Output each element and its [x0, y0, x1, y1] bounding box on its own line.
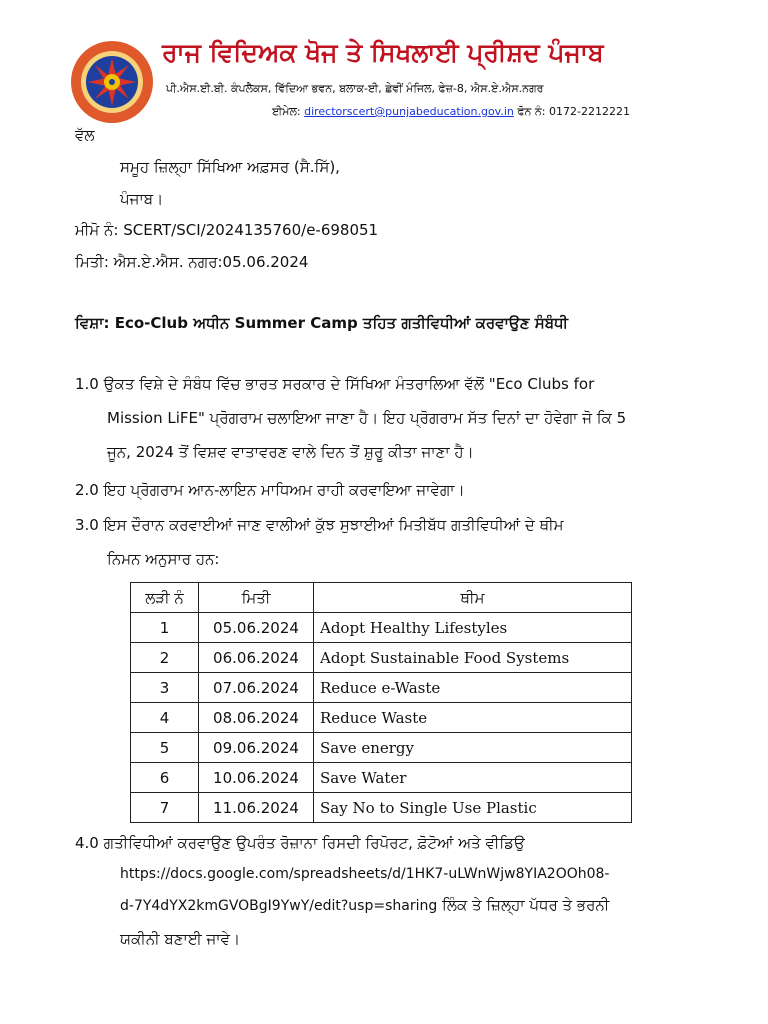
cell-theme: Adopt Sustainable Food Systems	[314, 643, 632, 673]
org-address: ਪੀ.ਐਸ.ਈ.ਬੀ. ਕੰਪਲੈਕਸ, ਵਿੱਦਿਆ ਭਵਨ, ਬਲਾਕ-ਈ, ਛੇਵੀਂ ਮੰਜਿਲ, ਫੇਜ਼-8, ਐਸ.ਏ.ਐਸ.ਨਗਰ	[166, 82, 544, 95]
paragraph-4-line-3	[120, 896, 609, 914]
header-date: ਮਿਤੀ	[199, 583, 314, 613]
letter-place: ਪੰਜਾਬ।	[120, 190, 164, 208]
cell-serial: 2	[131, 643, 199, 673]
paragraph-4-line-3-text: ਲਿੰਕ ਤੇ ਜ਼ਿਲ੍ਹਾ ਪੱਧਰ ਤੇ ਭਰਨੀ	[437, 896, 610, 914]
cell-serial: 3	[131, 673, 199, 703]
letter-to: ਵੱਲ	[75, 126, 95, 144]
sheet-link-line-2[interactable]: d-7Y4dYX2kmGVOBgI9YwY/edit?usp=sharing	[120, 898, 438, 914]
cell-serial: 1	[131, 613, 199, 643]
table-row	[131, 763, 632, 793]
subject-label: ਵਿਸ਼ਾ:	[75, 314, 110, 332]
cell-date: 08.06.2024	[199, 703, 314, 733]
sheet-link-line-1[interactable]: https://docs.google.com/spreadsheets/d/1HK7-uLWnWjw8YIA2OOh08-	[120, 866, 610, 882]
cell-date: 10.06.2024	[199, 763, 314, 793]
cell-date: 07.06.2024	[199, 673, 314, 703]
cell-serial: 7	[131, 793, 199, 823]
paragraph-4-line-1: 4.0 ਗਤੀਵਿਧੀਆਂ ਕਰਵਾਉਣ ਉਪਰੰਤ ਰੋਜ਼ਾਨਾ ਰਿਸਦੀ ਰਿਪੋਰਟ, ਫ਼ੋਟੋਆਂ ਅਤੇ ਵੀਡਿਉ	[75, 834, 525, 852]
table-row	[131, 613, 632, 643]
paragraph-1-line-2: Mission LiFE" ਪ੍ਰੋਗਰਾਮ ਚਲਾਇਆ ਜਾਣਾ ਹੈ। ਇਹ ਪ੍ਰੋਗਰਾਮ ਸੱਤ ਦਿਨਾਂ ਦਾ ਹੋਵੇਗਾ ਜੋ ਕਿ 5	[107, 409, 627, 427]
org-contact	[272, 105, 630, 119]
cell-date: 11.06.2024	[199, 793, 314, 823]
cell-serial: 4	[131, 703, 199, 733]
paragraph-3-line-2: ਨਿਮਨ ਅਨੁਸਾਰ ਹਨ:	[107, 550, 220, 568]
cell-date: 05.06.2024	[199, 613, 314, 643]
paragraph-1-line-3: ਜੂਨ, 2024 ਤੋਂ ਵਿਸ਼ਵ ਵਾਤਾਵਰਣ ਵਾਲੇ ਦਿਨ ਤੋਂ ਸ਼ੁਰੂ ਕੀਤਾ ਜਾਣਾ ਹੈ।	[107, 443, 474, 461]
letter-recipient: ਸਮੂਹ ਜ਼ਿਲ੍ਹਾ ਸਿੱਖਿਆ ਅਫ਼ਸਰ (ਸੈ.ਸਿੱ),	[120, 158, 340, 176]
memo-number: ਮੀਮੋ ਨੰ: SCERT/SCI/2024135760/e-698051	[75, 221, 379, 239]
letter-date: ਮਿਤੀ: ਐਸ.ਏ.ਐਸ. ਨਗਰ:05.06.2024	[75, 253, 309, 271]
table-row	[131, 703, 632, 733]
phone-label: ਫੋਨ ਨੰ:	[517, 105, 546, 118]
cell-date: 09.06.2024	[199, 733, 314, 763]
scert-logo-icon	[70, 40, 154, 124]
email-label: ਈਮੇਲ:	[272, 105, 301, 118]
cell-theme: Reduce e-Waste	[314, 673, 632, 703]
paragraph-2: 2.0 ਇਹ ਪ੍ਰੋਗਰਾਮ ਆਨ-ਲਾਇਨ ਮਾਧਿਅਮ ਰਾਹੀ ਕਰਵਾਇਆ ਜਾਵੇਗਾ।	[75, 481, 465, 499]
header-theme: ਥੀਮ	[314, 583, 632, 613]
table-row	[131, 673, 632, 703]
paragraph-1-line-1: 1.0 ਉਕਤ ਵਿਸ਼ੇ ਦੇ ਸੰਬੰਧ ਵਿੱਚ ਭਾਰਤ ਸਰਕਾਰ ਦੇ ਸਿੱਖਿਆ ਮੰਤਰਾਲਿਆ ਵੱਲੋਂ "Eco Clubs for	[75, 375, 595, 393]
cell-serial: 5	[131, 733, 199, 763]
cell-theme: Say No to Single Use Plastic	[314, 793, 632, 823]
table-row	[131, 793, 632, 823]
cell-serial: 6	[131, 763, 199, 793]
email-link[interactable]: directorscert@punjabeducation.gov.in	[304, 105, 514, 118]
table-row	[131, 643, 632, 673]
header-serial: ਲੜੀ ਨੰ	[131, 583, 199, 613]
table-header-row	[131, 583, 632, 613]
letter-subject	[75, 314, 568, 332]
cell-theme: Adopt Healthy Lifestyles	[314, 613, 632, 643]
cell-theme: Save energy	[314, 733, 632, 763]
phone-number: 0172-2212221	[549, 105, 630, 118]
cell-theme: Save Water	[314, 763, 632, 793]
org-title: ਰਾਜ ਵਿਦਿਅਕ ਖੋਜ ਤੇ ਸਿਖਲਾਈ ਪ੍ਰੀਸ਼ਦ ਪੰਜਾਬ	[162, 38, 604, 67]
theme-table	[130, 582, 632, 823]
paragraph-3-line-1: 3.0 ਇਸ ਦੌਰਾਨ ਕਰਵਾਈਆਂ ਜਾਣ ਵਾਲੀਆਂ ਕੁੱਝ ਸੁਝਾਈਆਂ ਮਿਤੀਬੱਧ ਗਤੀਵਿਧੀਆਂ ਦੇ ਥੀਮ	[75, 516, 564, 534]
paragraph-4-line-4: ਯਕੀਨੀ ਬਣਾਈ ਜਾਵੇ।	[120, 930, 241, 948]
subject-text: Eco-Club ਅਧੀਨ Summer Camp ਤਹਿਤ ਗਤੀਵਿਧੀਆਂ ਕਰਵਾਉਣ ਸੰਬੰਧੀ	[114, 314, 569, 332]
table-row	[131, 733, 632, 763]
cell-theme: Reduce Waste	[314, 703, 632, 733]
cell-date: 06.06.2024	[199, 643, 314, 673]
